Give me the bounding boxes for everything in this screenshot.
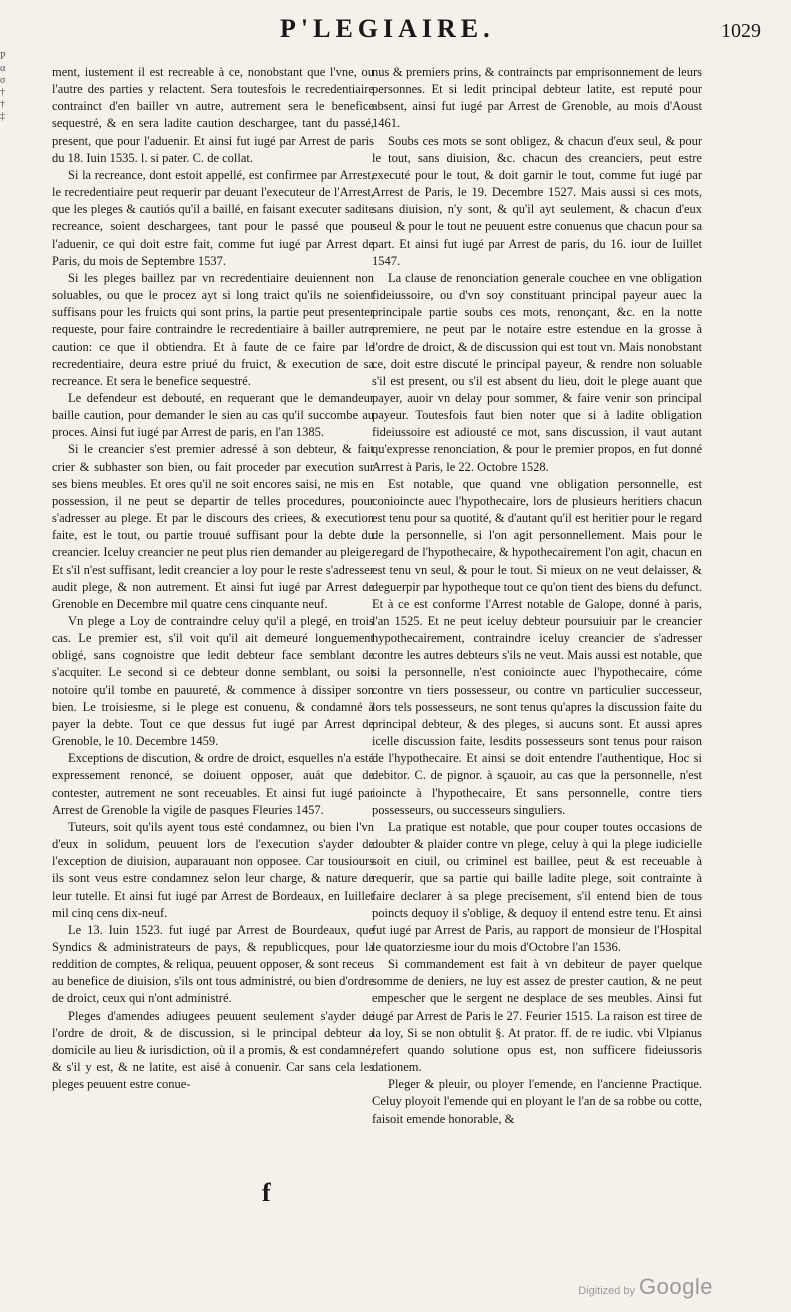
margin-mark: ‡	[0, 111, 5, 122]
paragraph: Le defendeur est debouté, en requerant que le demandeur baille caution, pour demander le sien au cas qu'il succombe au proces. Ainsi fut iugé par Arrest de paris, en l'an 1385.	[52, 390, 374, 440]
paragraph: Soubs ces mots se sont obligez, & chacun d'eux seul, & pour le tout, sans diuision, &c. chacun des creanciers, peut estre executé pour le tout, & doit garnir le tout, comme fut iugé par Arrest de Paris, le 19. Decembre 1527. Mais aussi si ces mots, sans diuision, n'y sont, & qu'il ayt seulement, & chacun d'eux seul & pour le tout ne peuuent estre conuenus que chacun pour sa part. Et ainsi fut iugé par Arrest de paris, du 16. iour de Iuillet 1547.	[372, 133, 702, 268]
paragraph: Si le creancier s'est premier adressé à son debteur, & fait crier & subhaster son bien, ou fait proceder par execution sur ses biens meubles. Et ores qu'il ne soit encores saisi, ne mis en possession, il ne peut se departir de telles procedures, pour s'adresser au plege. Et par le discours des criees, & execution faite, est le tout, ou partie trouué suffisant pour la debte du creancier. Iceluy creancier ne peut plus rien demander au pleige. Et s'il n'est suffisant, ledit creancier a loy pour le reste s'adresser audit plege, & non autrement. Et ainsi fut iugé par Arrest de Grenoble en Decembre mil quatre cens cinquante neuf.	[52, 442, 374, 611]
watermark-label: Digitized by	[578, 1285, 636, 1297]
left-margin-marks	[0, 52, 16, 124]
margin-mark: †	[0, 99, 5, 110]
paragraph: nus & premiers prins, & contraincts par emprisonnement de leurs personnes. Et si ledit principal debteur latite, est reputé pour absent, ainsi fut iugé par Arrest de Grenoble, au mois d'Aoust 1461.	[372, 65, 702, 131]
paragraph: Vn plege a Loy de contraindre celuy qu'il a plegé, en trois cas. Le premier est, s'il voit qu'il ait demeuré longuement obligé, sans cognoistre que ledit debteur face semblant de s'acquiter. Le second si ce debteur donne semblant, ou soit notoire qu'il tombe en pauureté, & commence à dissiper son bien. Le troisiesme, si le plege est conuenu, & condamné à payer la debte. Tout ce que dessus fut iugé par Arrest de Grenoble, le 10. Decembre 1459.	[52, 614, 374, 749]
paragraph: Tuteurs, soit qu'ils ayent tous esté condamnez, ou bien l'vn d'eux in solidum, peuuent lors de l'execution s'ayder de l'exception de diuision, auparauant non opposee. Car tousiours ils sont veus estre condamnez selon leur charge, & nature de leur tutelle. Et ainsi fut iugé par Arrest de Bordeaux, en Iuillet mil cinq cens dix-neuf.	[52, 819, 374, 920]
paragraph: La clause de renonciation generale couchee en vne obligation fideiussoire, ou d'vn soy constituant principal payeur auec la principale partie soubs ces mots, renonçant, &c. en la notte premiere, ne peut par le notaire estre estendue en la grosse à l'ordre de droict, & de discussion qui est tout vn. Mais nonobstant ce, doit estre discuté le principal payeur, & rendre non soluable s'il est present, ou s'il est absent du lieu, doit le plege auant que payer, auoir vn delay pour sommer, & faire venir son principal payeur. Toutesfois faut bien noter que si à ladite obligation fideiussoire est adiousté ce mot, sans discussion, il vaut autant qu'expresse renonciation, & pour le premier propos, en fut donné Arrest à Paris, le 22. Octobre 1528.	[372, 270, 702, 474]
running-head	[60, 8, 771, 56]
margin-mark: †	[0, 87, 5, 98]
paragraph: Est notable, que quand vne obligation personnelle, est conioincte auec l'hypothecaire, lors de plusieurs heritiers chacun est tenu pour sa quotité, & d'autant qu'il est heritier pour le regard de la personnelle, si l'on agit personnellement. Mais pour le regard de l'hypothecaire, & hypothecairement l'on agit, chacun en est tenu vn seul, & pour le tout. Si mieux on ne veut delaisser, & deguerpir par hypotheque tout ce qu'on tient des biens du defunct. Et à ce est conforme l'Arrest notable de Galope, donné à paris, l'an 1525. Et ne peut iceluy debteur poursuiuir par le creancier hypothecairement, contraindre iceluy creancier de s'adresser contre les autres debteurs s'ils ne veut. Mais aussi est notable, que si la personnelle, n'est conioincte auec l'hypothecaire, cóme contre vn tiers possesseur, ou contre vn particulier successeur, lors tels possesseurs, ne sont tenus qu'apres la discussion faite du principal debteur, & des pleges, si aucuns sont. Et aussi apres icelle discussion faite, lesdits possesseurs sont tenus pour raison de l'hypothecaire. Et ainsi se doit entendre l'authentique, Hoc si debitor. C. de pignor. à sçauoir, au cas que la personnelle, n'est ioincte à l'hypothecaire, Et sans personnelle, contre tiers possesseurs, ou successeurs singuliers.	[372, 476, 702, 817]
paragraph: Le 13. Iuin 1523. fut iugé par Arrest de Bourdeaux, que Syndics & administrateurs de pays, & republicques, pour la reddition de comptes, & reliqua, peuuent opposer, & sont receus au benefice de diuision, s'ils ont tous administré, ou bien d'ordre de droict, ceux qui n'ont administré.	[52, 922, 374, 1006]
paragraph: Exceptions de discution, & ordre de droict, esquelles n'a esté expressement renoncé, se doiuent opposer, auát que de contester, autrement ne sont receuables. Et ainsi fut iugé par Arrest de Grenoble la vigile de pasques Fleuries 1457.	[52, 751, 374, 817]
paragraph: ment, iustement il est recreable à ce, nonobstant que l'vne, ou l'autre des parties y relactent. Sera toutesfois le recredentiaire contrainct d'en bailler vn autre, autrement sera le benefice sequestré, & en sera ladite caution deschargee, tant du passé, present, que pour l'aduenir. Et ainsi fut iugé par Arrest de paris du 18. Iuin 1535. l. si pater. C. de collat.	[52, 65, 374, 165]
paragraph: Si les pleges baillez par vn recredentiaire deuiennent non soluables, ou que le procez ayt si long traict qu'ils ne soient suffisans pour les fruicts qui sont prins, la partie peut presenter requeste, pour faire contraindre le recredentiaire à bailler autre caution: ce que il obtiendra. Et à faute de ce faire par le recredentiaire, deura estre priué du fruict, & execution de sa recreance. Et sera le benefice sequestré.	[52, 270, 374, 388]
digitized-watermark	[578, 1274, 713, 1300]
page-number: 1029	[721, 20, 761, 42]
margin-mark: P	[0, 51, 6, 62]
signature-mark: f	[262, 1178, 271, 1207]
left-column	[52, 64, 374, 1093]
watermark-brand: Google	[639, 1274, 713, 1299]
paragraph: Si commandement est fait à vn debiteur de payer quelque somme de deniers, ne luy est assez de prester caution, & ne peut empescher que le sergent ne desplace de ses meubles. Ainsi fut iugé par Arrest de Paris le 27. Feurier 1515. La raison est tiree de la loy, Si se non obtulit §. At prator. ff. de re iudic. vbi Vlpianus refert quando solutione opus est, non sufficere fideiussoris dationem.	[372, 957, 702, 1075]
paragraph: Si la recreance, dont estoit appellé, est confirmee par Arrest, le recredentiaire peut requerir par deuant l'executeur de l'Arrest, que les pleges & cautiós qu'il a baillé, en faisant executer sadite recreance, soient deschargees, tant pour le passé que pour l'aduenir, ce qui doit estre fait, comme fut iugé par Arrest de Paris, du mois de Septembre 1537.	[52, 167, 374, 268]
margin-mark: α	[0, 63, 6, 74]
paragraph: La pratique est notable, que pour couper toutes occasions de doubter & plaider contre vn plege, celuy à qui la plege iudicielle soit en ciuil, ou criminel est baillee, peut & est receuable à requerir, que sa partie qui baille ladite plege, soit contrainte à faire declarer à sa plege precisement, s'il entend bien de tous poincts dequoy il s'oblige, & dequoy il entend estre tenu. Et ainsi fut iugé par Arrest de Paris, au rapport de monsieur de l'Hospital le quatorziesme iour du mois d'Octobre l'an 1536.	[372, 819, 702, 954]
right-column	[372, 64, 702, 1128]
margin-mark: σ	[0, 75, 6, 86]
paragraph: Pleger & pleuir, ou ployer l'emende, en l'ancienne Practique. Celuy ployoit l'emende qui en ployant le l'an de sa robbe ou cotte, faisoit emende honorable, &	[372, 1077, 702, 1126]
paragraph: Pleges d'amendes adiugees peuuent seulement s'ayder de l'ordre de droit, & de discussion, si le principal debteur a domicile au lieu & iurisdiction, où il a promis, & est condamné, & s'il y est, & ne latite, est aisé à conuenir. Car sans cela les pleges peuuent estre conue-	[52, 1008, 374, 1092]
running-title: P'LEGIAIRE.	[280, 14, 495, 43]
